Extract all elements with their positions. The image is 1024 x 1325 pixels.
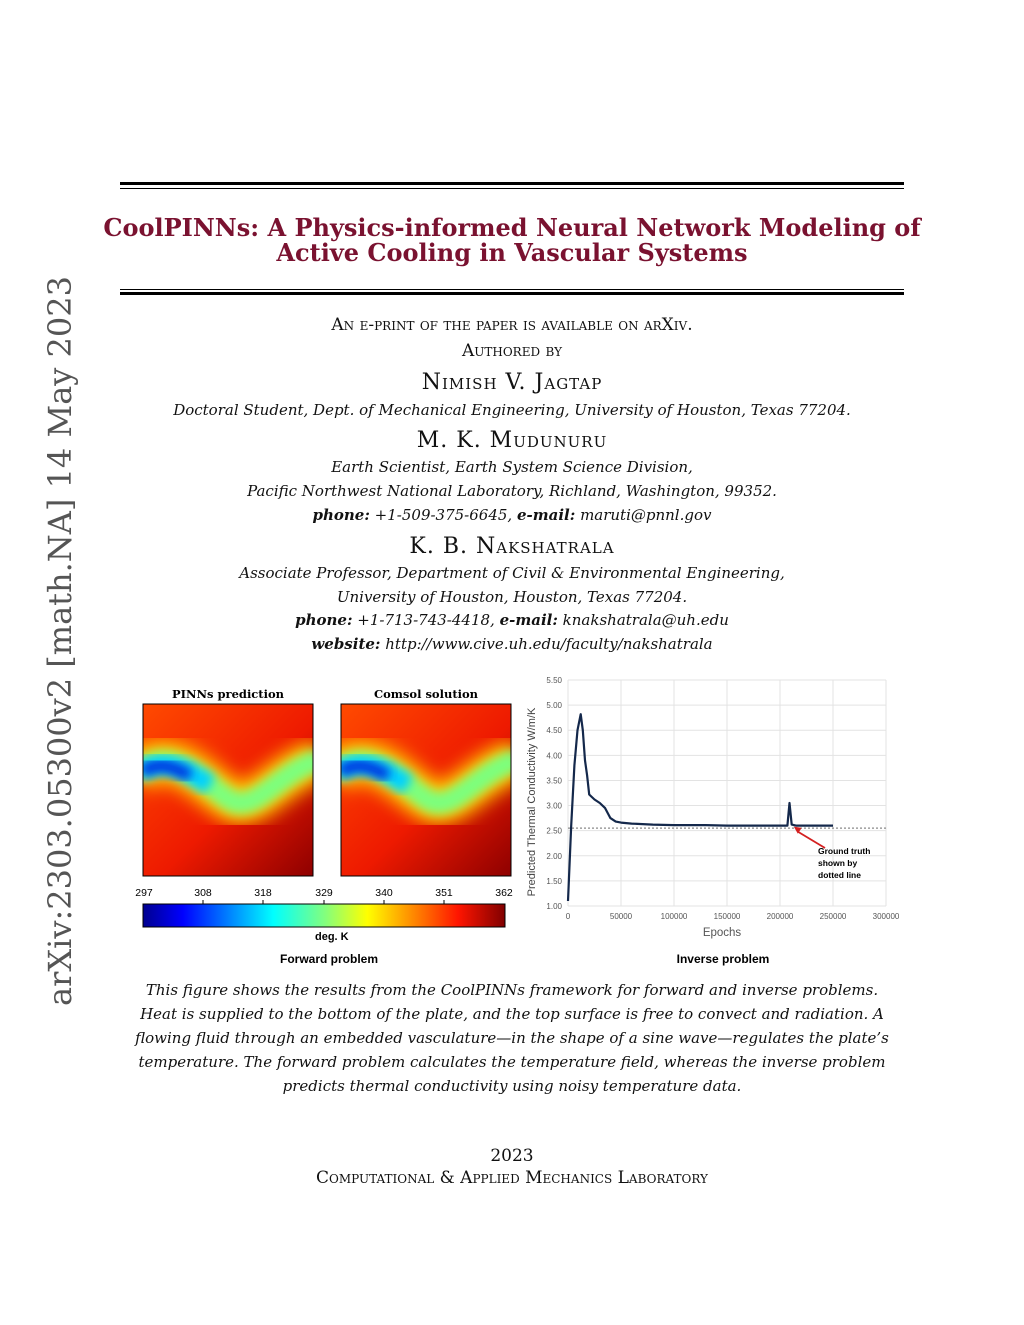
colorbar-tick: 308 [194,887,212,899]
author-affiliation-1: Doctoral Student, Dept. of Mechanical Engineering, University of Houston, Texas 77204. [173,401,851,419]
inverse-problem-label: Inverse problem [676,952,770,966]
y-tick-label: 2.00 [546,851,562,861]
authored-by: Authored by [461,341,563,361]
eprint-note: An e-print of the paper is available on arXiv. [331,315,693,335]
colorbar-tick-labels [135,887,513,899]
colorbar [143,904,505,927]
annotation-line: dotted line [818,870,861,880]
caption-line: This figure shows the results from the CoolPINNs framework for forward and inverse problems. [145,981,879,999]
author-affiliation-2b: Pacific Northwest National Laboratory, Richland, Washington, 99352. [247,482,777,500]
caption-line: Heat is supplied to the bottom of the plate, and the top surface is free to convect and radiation. A [140,1005,884,1023]
author-name-1: Nimish V. Jagtap [421,370,603,395]
colorbar-tick: 297 [135,887,153,899]
y-tick-label: 5.00 [546,701,562,711]
pinns-prediction-title: PINNs prediction [171,687,285,701]
colorbar-tick: 340 [375,887,393,899]
phone-value: +1-509-375-6645, [374,506,513,524]
paper-title-line-2: Active Cooling in Vascular Systems [276,238,748,267]
colorbar-tick: 329 [315,887,333,899]
caption-line: predicts thermal conductivity using noisy temperature data. [282,1077,742,1095]
x-tick-label: 300000 [872,912,900,921]
website-label: website: [311,635,381,653]
caption-line: temperature. The forward problem calculates the temperature field, whereas the inverse problem [138,1053,886,1071]
y-tick-label: 1.50 [546,876,562,886]
email-label: e-mail: [516,506,576,524]
phone-value: +1-713-743-4418, [357,611,495,629]
y-tick-label: 2.50 [546,826,562,836]
y-tick-label: 3.00 [546,801,562,811]
x-tick-label: 100000 [660,912,688,921]
ground-truth-annotation [818,846,870,880]
caption-line: flowing fluid through an embedded vasculature—in the shape of a sine wave—regulates the plate’s [135,1029,889,1047]
colorbar-tick: 351 [435,887,453,899]
colorbar-unit: deg. K [315,931,349,943]
author-contact-2 [0,503,1024,527]
colorbar-tick: 318 [254,887,272,899]
annotation-line: Ground truth [818,846,871,856]
y-tick-label: 1.00 [546,902,562,911]
annotation-line: shown by [818,858,858,868]
arxiv-side-stamp: arXiv:2303.05300v2 [math.NA] 14 May 2023 [41,276,79,1006]
figure-caption [0,978,1024,1098]
phone-label: phone: [312,506,370,524]
predicted-conductivity-line [568,714,833,901]
author-affiliation-3a: Associate Professor, Department of Civil & Environmental Engineering, [239,564,785,582]
inverse-problem-chart [520,670,900,970]
y-tick-label: 4.00 [546,751,562,761]
comsol-heatmap [333,704,518,876]
comsol-solution-title: Comsol solution [373,687,479,701]
author-affiliation-3b: University of Houston, Houston, Texas 77204. [336,588,688,606]
author-affiliation-2a: Earth Scientist, Earth System Science Division, [331,458,693,476]
x-axis-label: Epochs [702,927,742,939]
footer-year: 2023 [490,1146,534,1166]
paper-title-line-1: CoolPINNs: A Physics-informed Neural Network Modeling of [103,213,921,242]
website-link[interactable]: http://www.cive.uh.edu/faculty/nakshatrala [385,635,713,653]
title-rule-bottom-thick [120,292,904,295]
email-link[interactable]: knakshatrala@uh.edu [562,611,729,629]
forward-problem-label: Forward problem [279,952,379,966]
footer-lab: Computational & Applied Mechanics Laboratory [316,1168,708,1188]
x-tick-label: 0 [565,912,571,921]
author-name-2: M. K. Mudunuru [416,428,608,453]
pinns-heatmap [135,704,320,876]
colorbar-tick: 362 [495,887,513,899]
title-rule-bottom-thin [120,289,904,290]
forward-problem-figure [130,680,520,970]
y-tick-label: 4.50 [546,726,562,736]
title-rule-top-thick [120,182,904,185]
x-tick-label: 250000 [819,912,847,921]
x-tick-label: 50000 [609,912,633,921]
y-tick-label: 5.50 [546,676,562,685]
x-tick-label: 150000 [713,912,741,921]
author-contact-3 [0,608,1024,632]
y-axis-label: Predicted Thermal Conductivity W/m/K [526,707,538,897]
chart-tick-labels [546,676,899,921]
paper-title [0,215,1024,265]
phone-label: phone: [295,611,353,629]
email-label: e-mail: [499,611,558,629]
x-tick-label: 200000 [766,912,794,921]
email-link[interactable]: maruti@pnnl.gov [580,506,712,524]
author-website-3 [0,632,1024,656]
title-rule-top-thin [120,188,904,189]
author-name-3: K. B. Nakshatrala [409,534,615,559]
y-tick-label: 3.50 [546,776,562,786]
